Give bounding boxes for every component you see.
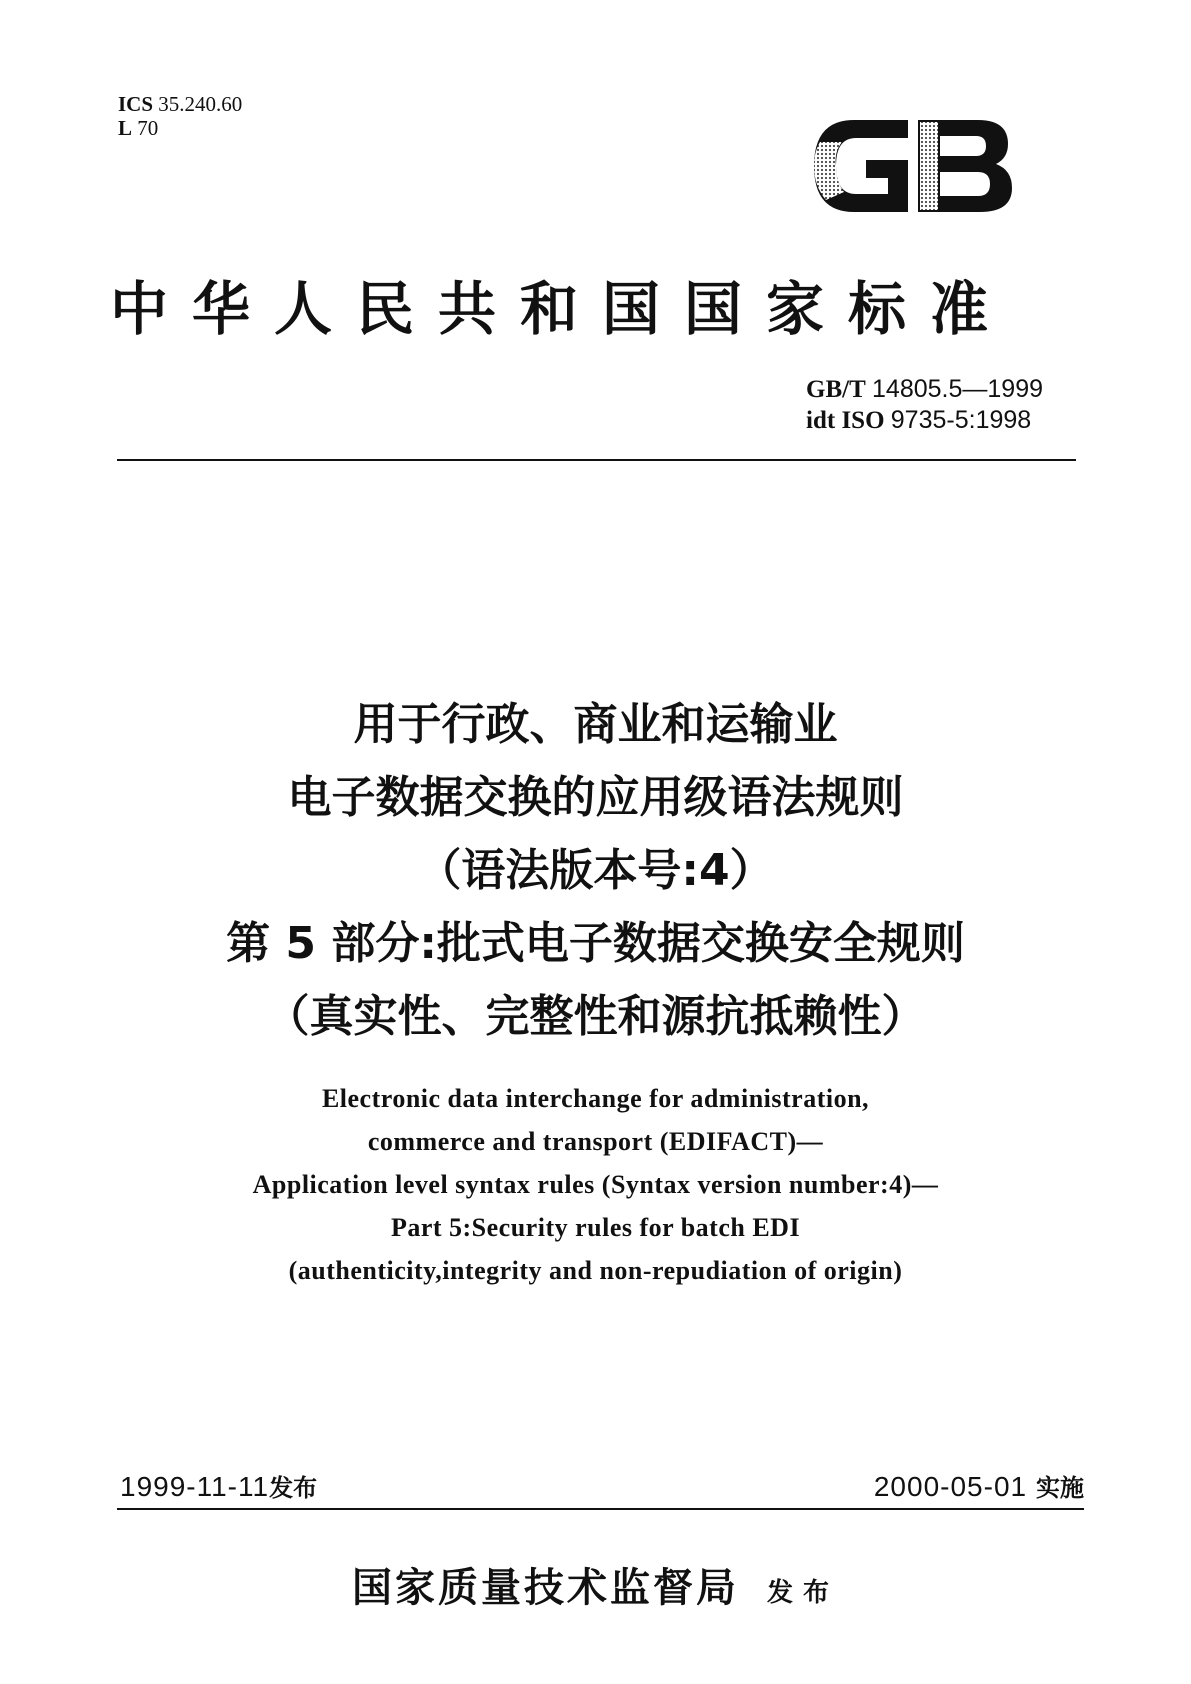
chinese-title-line: 第 5 部分:批式电子数据交换安全规则 (226, 918, 965, 969)
issue-date: 1999-11-11 (120, 1471, 270, 1502)
ics-label: ICS (118, 92, 154, 116)
classification-codes (118, 92, 242, 140)
issue-label: 发布 (269, 1474, 318, 1502)
english-title-line: commerce and transport (EDIFACT)— (367, 1127, 824, 1156)
idt-number: 9735-5:1998 (890, 406, 1032, 434)
issuer-name: 国家质量技术监督局 (351, 1564, 739, 1611)
english-title-line: Electronic data interchange for administration, (321, 1084, 870, 1113)
idt-label: idt ISO (806, 407, 885, 434)
ics-code: 35.240.60 (158, 92, 243, 116)
chinese-title (0, 688, 1191, 1053)
chinese-title-line: 用于行政、商业和运输业 (353, 699, 838, 750)
standard-number: 14805.5—1999 (872, 375, 1043, 403)
ccs-code: 70 (137, 116, 159, 140)
national-standard-title: 中华人民共和国国家标准 (110, 275, 1013, 343)
english-title-line: Part 5:Security rules for batch EDI (390, 1213, 801, 1242)
top-divider (117, 459, 1076, 461)
chinese-title-line: （语法版本号:4） (417, 845, 774, 896)
english-title-line: Application level syntax rules (Syntax version number:4)— (252, 1170, 939, 1199)
standard-number-block (806, 374, 1043, 436)
issue-date-block (120, 1468, 317, 1503)
effective-label: 实施 (1036, 1474, 1084, 1502)
issuer-action: 发布 (766, 1578, 839, 1608)
english-title-line: (authenticity,integrity and non-repudiation of origin) (288, 1256, 903, 1285)
effective-date: 2000-05-01 (873, 1471, 1028, 1502)
english-title (0, 1077, 1191, 1292)
issuer-block (0, 1556, 1191, 1613)
bottom-divider (117, 1508, 1084, 1510)
gb-logo (808, 112, 1016, 220)
ccs-label: L (118, 116, 133, 140)
chinese-title-line: 电子数据交换的应用级语法规则 (287, 772, 904, 823)
effective-date-block (874, 1468, 1084, 1503)
chinese-title-line: （真实性、完整性和源抗抵赖性） (265, 991, 926, 1042)
standard-prefix: GB/T (806, 376, 866, 403)
